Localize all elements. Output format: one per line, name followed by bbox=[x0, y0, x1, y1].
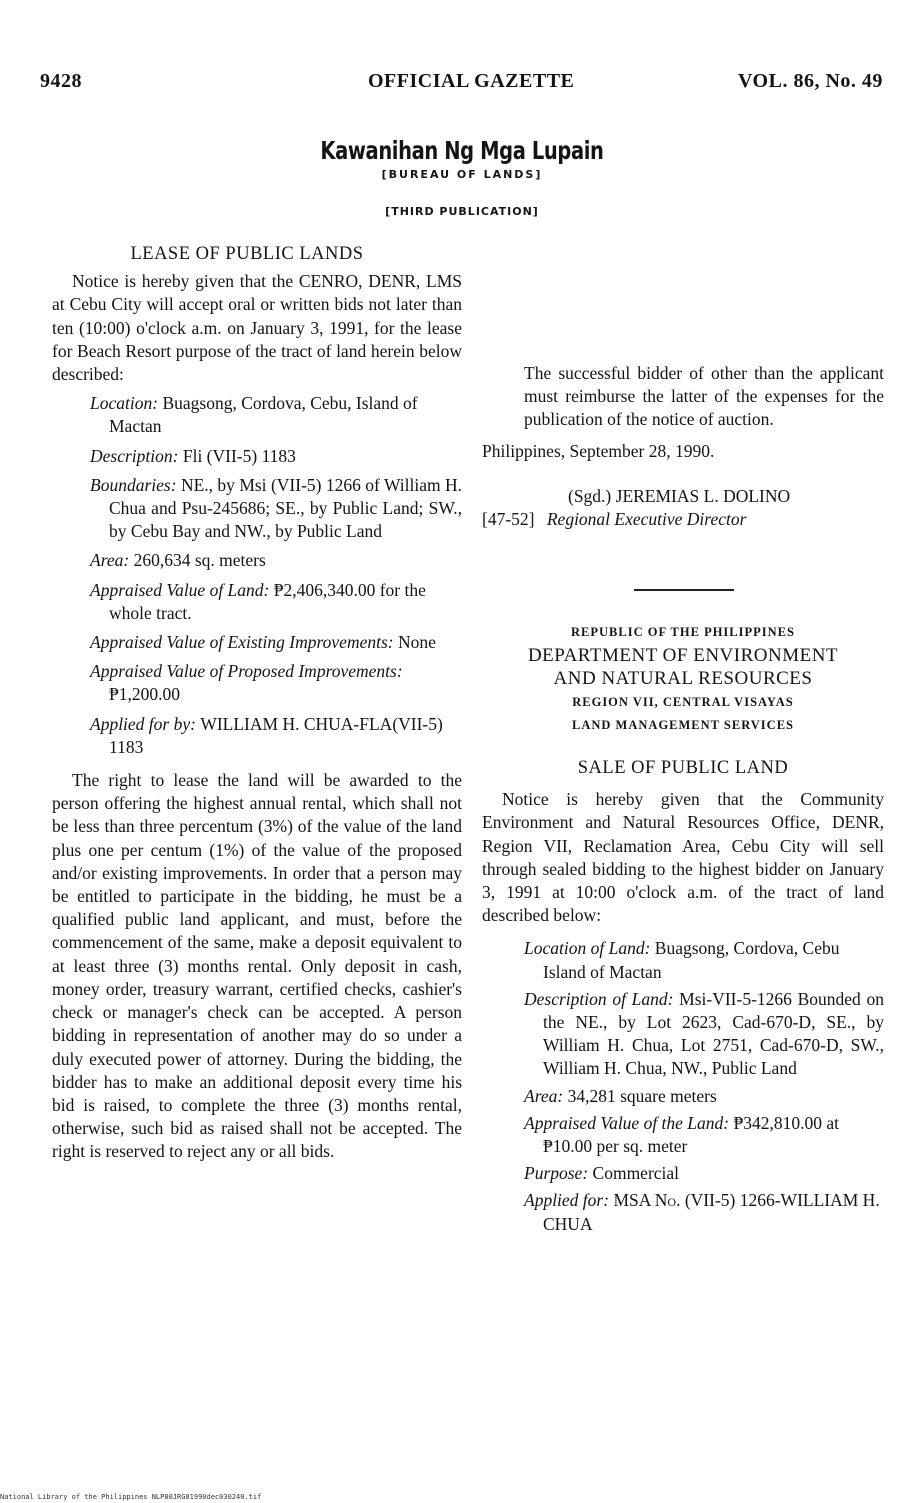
lease-appraised-land-value: ₱2,406,340.00 for the whole tract. bbox=[109, 579, 426, 623]
sale-description-value: Msi-VII-5-1266 Bounded on the NE., by Lot 2623, Cad-670-D, SE., by William H. Chua, Lot 2751, Cad-670-D, SW., William H. Chua, NW., Public Land bbox=[543, 988, 884, 1079]
sale-heading: SALE OF PUBLIC LAND bbox=[577, 758, 789, 779]
lease-notice-continued bbox=[482, 362, 884, 531]
lease-description-value: Fli (VII-5) 1183 bbox=[182, 445, 296, 466]
lease-existing-improvements-label: Appraised Value of Existing Improvements: bbox=[90, 632, 394, 653]
sale-intro: Notice is hereby given that the Community Environment and Natural Resources Office, DENR, Region VII, Reclamation Area, Cebu City will sell through sealed bidding to the highest bidder on January 3, 1991 at 10:00 o'clock a.m. of the tract of land described below: bbox=[482, 789, 884, 926]
volume-number: VOL. 86, No. 49 bbox=[738, 70, 883, 92]
sale-description-label: Description of Land: bbox=[524, 988, 674, 1009]
sale-applied-label: Applied for: bbox=[524, 1190, 610, 1211]
section-divider bbox=[634, 589, 734, 591]
lease-description-label: Description: bbox=[90, 445, 179, 466]
lease-location-label: Location: bbox=[90, 393, 159, 414]
lease-ref: [47-52] bbox=[482, 509, 535, 530]
lease-applied-for-value: WILLIAM H. CHUA-FLA(VII-5) 1183 bbox=[109, 713, 443, 757]
lease-boundaries-value: NE., by Msi (VII-5) 1266 of William H. Chua and Psu-245686; SE., by Public Land; SW., by Cebu Bay and NW., by Public Land bbox=[109, 474, 462, 542]
sale-description bbox=[524, 988, 884, 1081]
lease-heading: LEASE OF PUBLIC LANDS bbox=[130, 244, 364, 264]
sale-area-value: 34,281 square meters bbox=[567, 1085, 717, 1106]
lease-details bbox=[52, 392, 462, 759]
publication-title: OFFICIAL GAZETTE bbox=[368, 70, 575, 92]
lease-applied-for bbox=[90, 713, 462, 759]
sale-republic: REPUBLIC OF THE PHILIPPINES bbox=[571, 625, 795, 639]
sale-region: REGION VII, CENTRAL VISAYAS bbox=[572, 694, 794, 709]
lease-reimburse: The successful bidder of other than the applicant must reimburse the latter of the expenses for the publication of the notice of auction. bbox=[524, 363, 884, 430]
lease-proposed-improvements bbox=[90, 660, 462, 706]
sale-purpose bbox=[524, 1162, 884, 1185]
lease-proposed-improvements-label: Appraised Value of Proposed Improvements: bbox=[90, 661, 403, 682]
section-title: Kawanihan Ng Mga Lupain bbox=[320, 136, 604, 165]
lease-area-label: Area: bbox=[90, 550, 130, 571]
sale-department-line2: AND NATURAL RESOURCES bbox=[553, 668, 813, 690]
lease-existing-improvements bbox=[90, 631, 462, 654]
lease-place-date: Philippines, September 28, 1990. bbox=[482, 440, 715, 461]
lease-location bbox=[90, 392, 462, 438]
publication-note: [THIRD PUBLICATION] bbox=[385, 205, 539, 218]
sale-area bbox=[524, 1085, 884, 1108]
sale-area-label: Area: bbox=[524, 1085, 564, 1106]
lease-body: The right to lease the land will be awarded to the person offering the highest annual rental, which shall not be less than three percentum (3%) of the value of the land plus one per centum (1%) of the value of the proposed and/or existing improvements. In order that a person may be entitled to participate in the bidding, he must be a qualified public land applicant, and must, before the commencement of the same, make a deposit equivalent to at least three (3) months rental. Only deposit in cash, money order, treasury warrant, certified checks, cashier's check or manager's check can be accepted. A person bidding in representation of another may do so under a duly executed power of attorney. During the bidding, the bidder has to make an additional deposit every time his bid is raised, to complete the three (3) months rental, otherwise, such bid as raised shall not be accepted. The right is reserved to reject any or all bids. bbox=[52, 770, 462, 1162]
lease-description bbox=[90, 445, 462, 468]
sale-purpose-value: Commercial bbox=[592, 1163, 680, 1184]
lease-boundaries-label: Boundaries: bbox=[90, 474, 177, 495]
lease-notice-column bbox=[52, 243, 462, 1164]
sale-details bbox=[482, 937, 884, 1235]
lease-intro: Notice is hereby given that the CENRO, DENR, LMS at Cebu City will accept oral or written bids not later than ten (10:00) o'clock a.m. on January 3, 1991, for the lease for Beach Resort purpose of the tract of land herein below described: bbox=[52, 271, 462, 385]
sale-location-label: Location of Land: bbox=[524, 938, 651, 959]
lease-signatory-title: Regional Executive Director bbox=[546, 509, 747, 530]
section-subtitle: [BUREAU OF LANDS] bbox=[381, 168, 543, 181]
lease-area bbox=[90, 549, 462, 572]
sale-applied-for bbox=[524, 1189, 884, 1235]
page-number: 9428 bbox=[40, 70, 82, 92]
lease-appraised-land-label: Appraised Value of Land: bbox=[90, 579, 270, 600]
lease-applied-for-label: Applied for by: bbox=[90, 713, 196, 734]
sale-appraised-label: Appraised Value of the Land: bbox=[524, 1112, 730, 1133]
sale-applied-value: MSA No. (VII-5) 1266-WILLIAM H. CHUA bbox=[543, 1190, 880, 1234]
sale-department-line1: DEPARTMENT OF ENVIRONMENT bbox=[527, 645, 839, 667]
lease-location-value: Buagsong, Cordova, Cebu, Island of Mactan bbox=[109, 393, 418, 437]
lease-boundaries bbox=[90, 474, 462, 544]
lease-appraised-land bbox=[90, 579, 462, 625]
lease-area-value: 260,634 sq. meters bbox=[133, 550, 266, 571]
lease-signature: (Sgd.) JEREMIAS L. DOLINO bbox=[568, 485, 791, 506]
sale-notice-column bbox=[482, 621, 884, 1236]
lease-existing-improvements-value: None bbox=[397, 632, 436, 653]
sale-location bbox=[524, 937, 884, 983]
scan-credit: National Library of the Philippines NLP00JRG01990dec030240.tif bbox=[0, 1493, 262, 1501]
sale-purpose-label: Purpose: bbox=[524, 1163, 589, 1184]
sale-appraised bbox=[524, 1112, 884, 1158]
sale-services: LAND MANAGEMENT SERVICES bbox=[572, 717, 794, 732]
sale-location-value: Buagsong, Cordova, Cebu Island of Mactan bbox=[543, 938, 840, 982]
lease-proposed-improvements-value: ₱1,200.00 bbox=[109, 684, 180, 705]
lease-signatory-line bbox=[482, 508, 884, 531]
sale-appraised-value: ₱342,810.00 at ₱10.00 per sq. meter bbox=[543, 1112, 839, 1157]
